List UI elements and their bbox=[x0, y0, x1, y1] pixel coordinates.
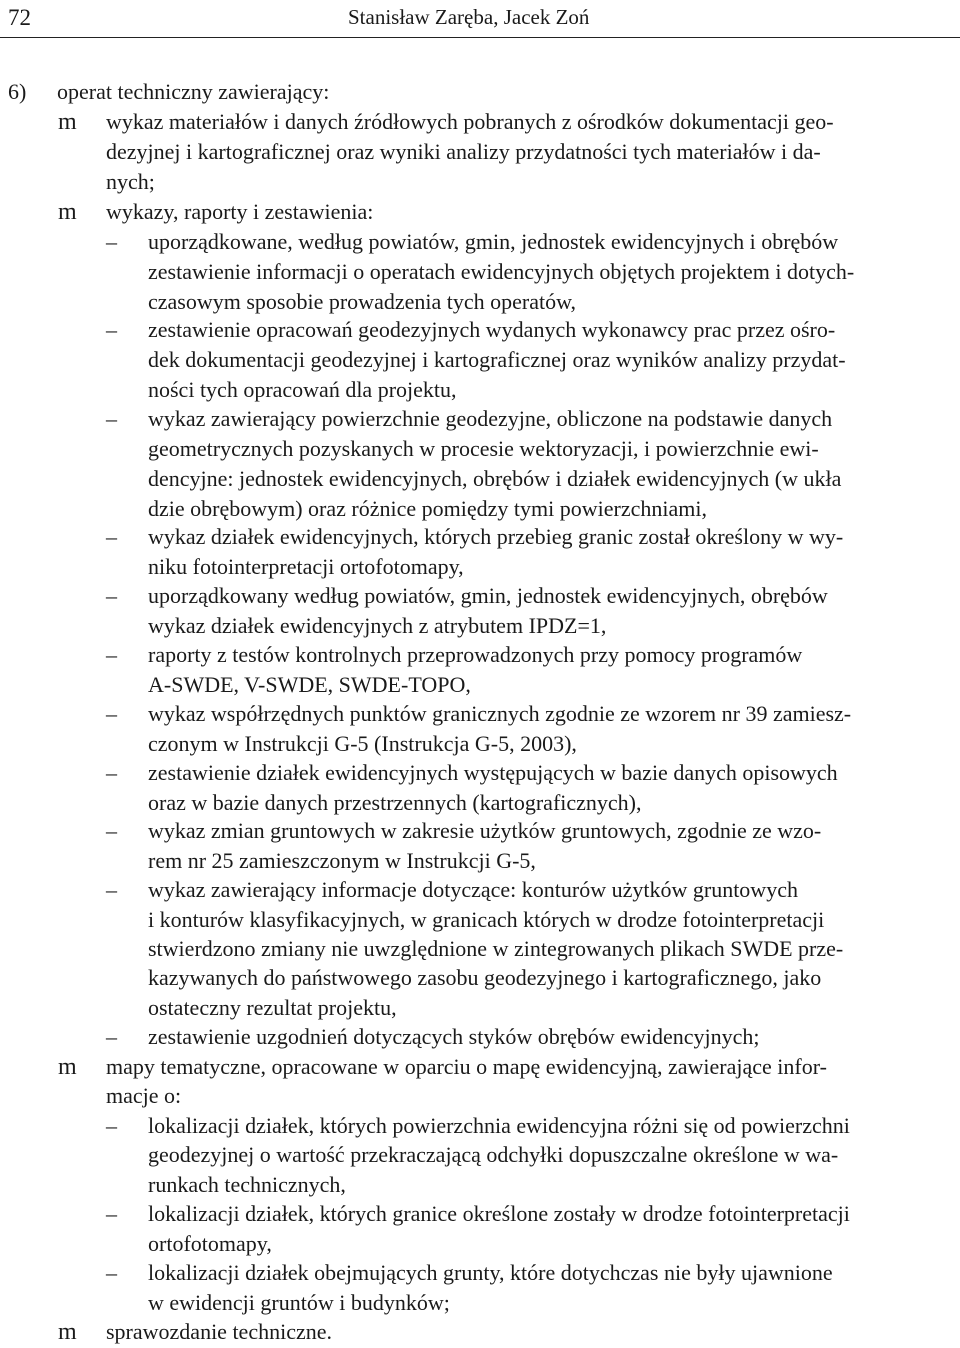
dash-item-line: geometrycznych pozyskanych w procesie wektoryzacji, i powierzchnie ewi- bbox=[148, 436, 819, 461]
list-dash: – bbox=[106, 1201, 117, 1226]
list-dash: – bbox=[106, 1113, 117, 1138]
dash-item-line: zestawienie informacji o operatach ewidencyjnych objętych projektem i dotych- bbox=[148, 259, 855, 284]
list-dash: – bbox=[106, 524, 117, 549]
dash-item-line: uporządkowane, według powiatów, gmin, jednostek ewidencyjnych i obrębów bbox=[148, 229, 839, 254]
dash-item-line: zestawienie opracowań geodezyjnych wydanych wykonawcy prac przez ośro- bbox=[148, 317, 836, 342]
dash-item-line: wykaz działek ewidencyjnych z atrybutem IPDZ=1, bbox=[148, 613, 607, 638]
header-rule bbox=[0, 37, 960, 38]
list-bullet: m bbox=[58, 1054, 77, 1080]
dash-item-line: A-SWDE, V-SWDE, SWDE-TOPO, bbox=[148, 672, 471, 697]
list-dash: – bbox=[106, 642, 117, 667]
page-number: 72 bbox=[8, 5, 31, 30]
list-dash: – bbox=[106, 1024, 117, 1049]
dash-item-line: dencyjne: jednostek ewidencyjnych, obrębów i działek ewidencyjnych (w ukła bbox=[148, 466, 842, 491]
list-dash: – bbox=[106, 317, 117, 342]
dash-item-line: kazywanych do państwowego zasobu geodezyjnego i kartograficznego, jako bbox=[148, 965, 822, 990]
dash-item-line: lokalizacji działek, których powierzchnia ewidencyjna różni się od powierzchni bbox=[148, 1113, 850, 1138]
dash-item-line: wykaz współrzędnych punktów granicznych zgodnie ze wzorem nr 39 zamiesz- bbox=[148, 701, 852, 726]
dash-item-line: wykaz zmian gruntowych w zakresie użytków gruntowych, zgodnie ze wzo- bbox=[148, 818, 822, 843]
dash-item-line: geodezyjnej o wartość przekraczającą odchyłki dopuszczalne określone w wa- bbox=[148, 1142, 839, 1167]
dash-item-line: czonym w Instrukcji G-5 (Instrukcja G-5, 2003), bbox=[148, 731, 577, 756]
list-dash: – bbox=[106, 583, 117, 608]
list-bullet: m bbox=[58, 1319, 77, 1345]
bullet1-line: dezyjnej i kartograficznej oraz wyniki analizy przydatności tych materiałów i da- bbox=[106, 139, 821, 164]
list-dash: – bbox=[106, 406, 117, 431]
dash-item-line: wykaz działek ewidencyjnych, których przebieg granic został określony w wy- bbox=[148, 524, 844, 549]
dash-item-line: raporty z testów kontrolnych przeprowadzonych przy pomocy programów bbox=[148, 642, 803, 667]
list-dash: – bbox=[106, 877, 117, 902]
dash-item-line: rem nr 25 zamieszczonym w Instrukcji G-5, bbox=[148, 848, 536, 873]
dash-item-line: i konturów klasyfikacyjnych, w granicach których w drodze fotointerpretacji bbox=[148, 907, 825, 932]
dash-item-line: runkach technicznych, bbox=[148, 1172, 346, 1197]
list-dash: – bbox=[106, 760, 117, 785]
running-head-authors: Stanisław Zaręba, Jacek Zoń bbox=[348, 5, 590, 29]
dash-item-line: lokalizacji działek obejmujących grunty, które dotychczas nie były ujawnione bbox=[148, 1260, 833, 1285]
item-title: operat techniczny zawierający: bbox=[57, 79, 330, 104]
list-dash: – bbox=[106, 818, 117, 843]
dash-item-line: ortofotomapy, bbox=[148, 1231, 272, 1256]
dash-item-line: zestawienie uzgodnień dotyczących styków obrębów ewidencyjnych; bbox=[148, 1024, 760, 1049]
dash-item-line: wykaz zawierający informacje dotyczące: konturów użytków gruntowych bbox=[148, 877, 798, 902]
list-dash: – bbox=[106, 701, 117, 726]
dash-item-line: dek dokumentacji geodezyjnej i kartograficznej oraz wyników analizy przydat- bbox=[148, 347, 846, 372]
dash-item-line: dzie obrębowym) oraz różnice pomiędzy tymi powierzchniami, bbox=[148, 496, 707, 521]
bullet4-line: sprawozdanie techniczne. bbox=[106, 1319, 332, 1344]
dash-item-line: ostateczny rezultat projektu, bbox=[148, 995, 397, 1020]
bullet3-line: mapy tematyczne, opracowane w oparciu o mapę ewidencyjną, zawierające infor- bbox=[106, 1054, 827, 1079]
bullet1-line: wykaz materiałów i danych źródłowych pobranych z ośrodków dokumentacji geo- bbox=[106, 109, 834, 134]
dash-item-line: niku fotointerpretacji ortofotomapy, bbox=[148, 554, 464, 579]
dash-item-line: oraz w bazie danych przestrzennych (kartograficznych), bbox=[148, 790, 642, 815]
list-dash: – bbox=[106, 1260, 117, 1285]
dash-item-line: czasowym sposobie prowadzenia tych operatów, bbox=[148, 289, 577, 314]
dash-item-line: stwierdzono zmiany nie uwzględnione w zintegrowanych plikach SWDE prze- bbox=[148, 936, 844, 961]
dash-item-line: uporządkowany według powiatów, gmin, jednostek ewidencyjnych, obrębów bbox=[148, 583, 828, 608]
dash-item-line: w ewidencji gruntów i budynków; bbox=[148, 1290, 450, 1315]
bullet2-line: wykazy, raporty i zestawienia: bbox=[106, 199, 374, 224]
bullet3-line: macje o: bbox=[106, 1083, 182, 1108]
dash-item-line: lokalizacji działek, których granice określone zostały w drodze fotointerpretacji bbox=[148, 1201, 850, 1226]
dash-item-line: wykaz zawierający powierzchnie geodezyjne, obliczone na podstawie danych bbox=[148, 406, 833, 431]
page-header bbox=[0, 0, 960, 40]
bullet1-line: nych; bbox=[106, 169, 155, 194]
item-number: 6) bbox=[8, 79, 27, 104]
dash-item-line: ności tych opracowań dla projektu, bbox=[148, 377, 457, 402]
dash-item-line: zestawienie działek ewidencyjnych występujących w bazie danych opisowych bbox=[148, 760, 838, 785]
list-bullet: m bbox=[58, 109, 77, 135]
list-bullet: m bbox=[58, 199, 77, 225]
list-dash: – bbox=[106, 229, 117, 254]
